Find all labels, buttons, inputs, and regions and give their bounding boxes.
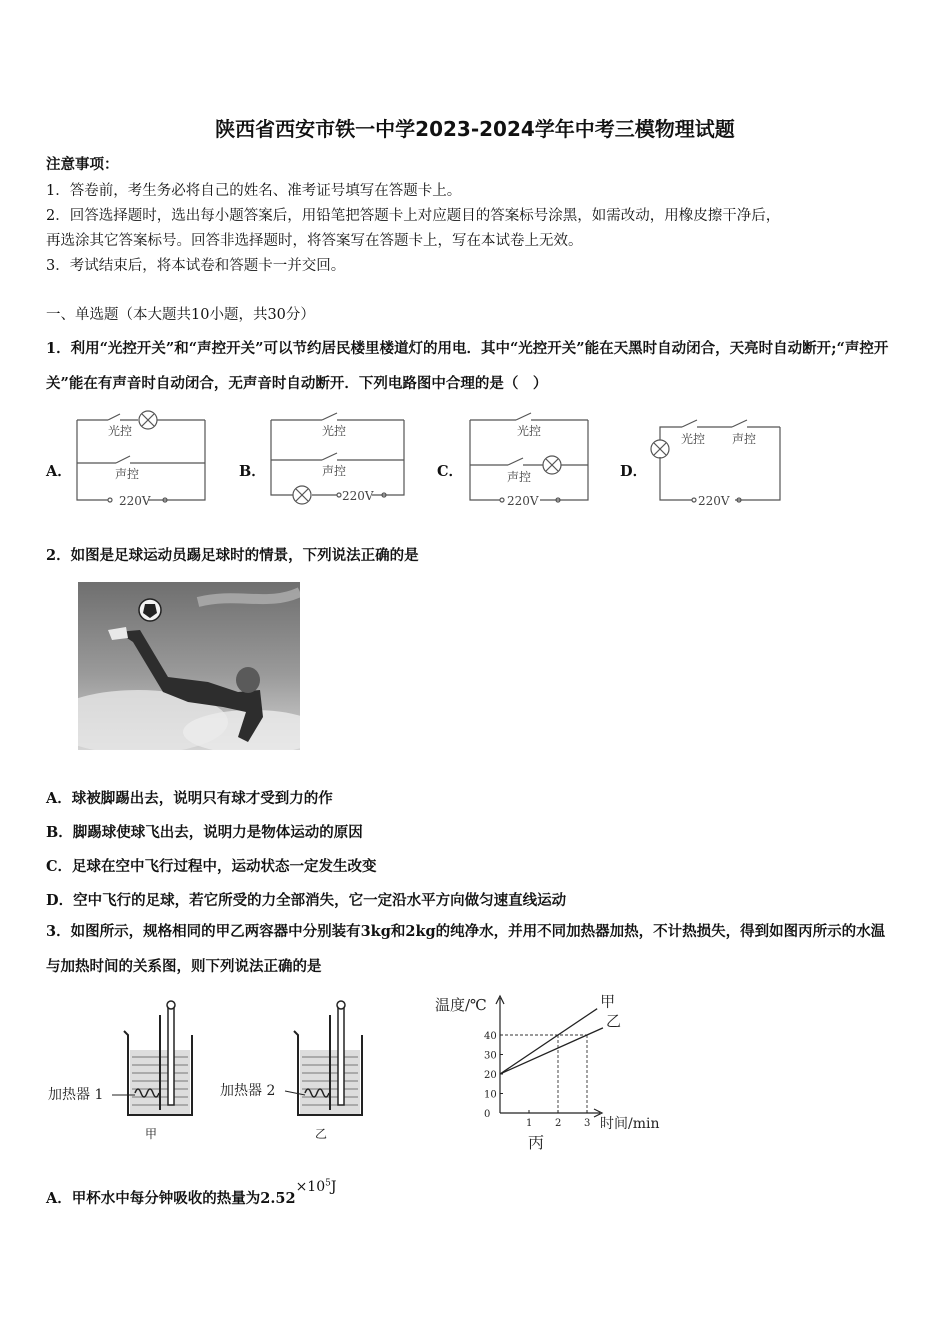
q2-stem: 2．如图是足球运动员踢足球时的情景，下列说法正确的是 (46, 547, 419, 564)
q3-option-a-joule: J (330, 1179, 337, 1195)
y-tick-label-20: 20 (484, 1070, 497, 1081)
x-tick-label-2: 2 (555, 1118, 562, 1129)
circuit-a-light-label: 光控 (108, 424, 133, 438)
q2-option-d: D．空中飞行的足球，若它所受的力全部消失，它一定沿水平方向做匀速直线运动 (46, 892, 567, 909)
y-tick-label-30: 30 (484, 1050, 497, 1062)
q1-circuits (0, 405, 950, 517)
notice-item-2: 2．回答选择题时，选出每小题答案后，用铅笔把答题卡上对应题目的答案标号涂黑，如需改动，用橡皮擦干净后， (46, 208, 781, 224)
circuit-a-voltage: 220V (119, 494, 151, 508)
q1-option-c: C． (437, 463, 464, 480)
circuit-d-sound-label: 声控 (732, 432, 757, 446)
circuit-c-light-label: 光控 (517, 424, 542, 438)
circuit-b-sound-label: 声控 (322, 464, 347, 478)
series-label-jia: 甲 (600, 992, 616, 1011)
circuit-b-light-label: 光控 (322, 424, 347, 438)
notice-item-1: 1．答卷前，考生务必将自己的姓名、准考证号填写在答题卡上。 (46, 183, 462, 199)
notice-heading: 注意事项： (46, 156, 119, 173)
series-label-yi: 乙 (605, 1011, 621, 1030)
x-tick-label-1: 1 (526, 1118, 533, 1129)
q1-option-d: D． (620, 463, 648, 480)
series-line-jia (500, 1009, 597, 1074)
page-title: 陕西省西安市铁一中学2023-2024学年中考三模物理试题 (215, 117, 735, 141)
section-heading: 一、单选题（本大题共10小题，共30分） (46, 307, 315, 323)
q3-option-a-exp: 5 (325, 1178, 331, 1189)
y-tick-label-0: 0 (484, 1109, 491, 1120)
y-axis-label: 温度/℃ (435, 996, 487, 1014)
heater-2-label: 加热器 2 (220, 1083, 276, 1099)
circuit-c-voltage: 220V (507, 494, 539, 508)
cup-yi-label: 乙 (315, 1127, 328, 1141)
circuit-d (651, 420, 780, 502)
x-tick-label-3: 3 (584, 1118, 591, 1129)
y-tick-label-40: 40 (484, 1031, 497, 1042)
circuit-a-sound-label: 声控 (115, 467, 140, 481)
circuit-c-sound-label: 声控 (507, 470, 532, 484)
q1-option-a: A． (46, 463, 72, 480)
q3-option-a-times: ×10 (295, 1179, 326, 1195)
q2-option-c: C．足球在空中飞行过程中，运动状态一定发生改变 (46, 858, 377, 875)
q2-option-a: A．球被脚踢出去，说明只有球才受到力的作 (46, 790, 333, 807)
y-tick-label-10: 10 (484, 1089, 497, 1101)
q1-option-b: B． (239, 463, 266, 480)
q3-option-a-text: A．甲杯水中每分钟吸收的热量为2.52 (46, 1190, 296, 1207)
x-axis-label: 时间/min (600, 1116, 660, 1132)
circuit-b-voltage: 220V (342, 489, 374, 503)
circuit-a (77, 411, 205, 502)
heater-1-label: 加热器 1 (48, 1087, 104, 1103)
circuit-d-voltage: 220V (698, 494, 730, 508)
beaker-yi (285, 1001, 362, 1115)
beaker-jia (112, 1001, 192, 1115)
notice-item-2-cont: 再选涂其它答案标号。回答非选择题时，将答案写在答题卡上，写在本试卷上无效。 (46, 233, 583, 249)
q1-stem: 1．利用“光控开关”和“声控开关”可以节约居民楼里楼道灯的用电．其中“光控开关”能在天黑时自动闭合，天亮时自动断开;“声控开关”能在有声音时自动闭合，无声音时自动断开．下列电路图中合理的是（ ） (46, 340, 889, 392)
q3-stem: 3．如图所示，规格相同的甲乙两容器中分别装有3kg和2kg的纯净水，并用不同加热器加热，不计热损失，得到如图丙所示的水温与加热时间的关系图，则下列说法正确的是 (46, 923, 886, 975)
q3-beakers (40, 995, 440, 1155)
cup-jia-label: 甲 (145, 1127, 158, 1141)
q2-option-b: B．脚踢球使球飞出去，说明力是物体运动的原因 (46, 824, 363, 841)
circuit-d-light-label: 光控 (681, 432, 706, 446)
temperature-time-graph (430, 988, 690, 1158)
graph-caption: 丙 (528, 1133, 545, 1152)
q3-option-a (46, 1178, 337, 1208)
notice-item-3: 3．考试结束后，将本试卷和答题卡一并交回。 (46, 258, 346, 274)
soccer-photo (78, 582, 300, 750)
